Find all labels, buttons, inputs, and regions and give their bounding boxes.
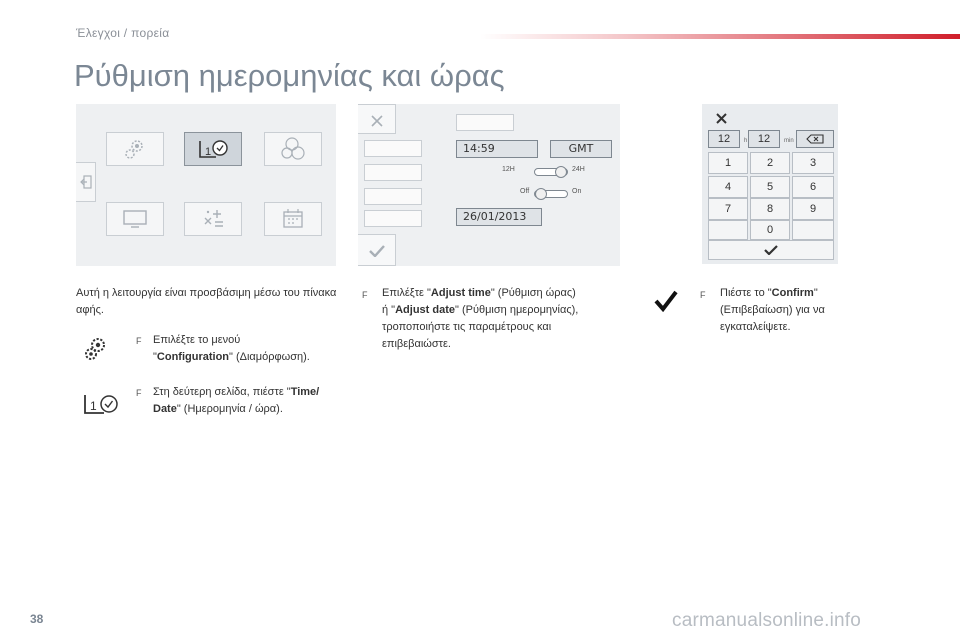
key-3: 3 xyxy=(792,152,834,174)
bullet-2: F xyxy=(136,388,142,398)
key-5: 5 xyxy=(750,176,790,198)
key-4: 4 xyxy=(708,176,748,198)
time-date-tile xyxy=(184,132,242,166)
menu-slot-3 xyxy=(364,164,422,181)
check-icon xyxy=(654,290,678,312)
on-label: On xyxy=(572,188,582,195)
gears-icon xyxy=(122,136,148,162)
backspace-key xyxy=(796,130,834,148)
confirm-instructions: Πιέστε το "Confirm" (Επιβεβαίωση) για να εγκαταλείψετε. xyxy=(720,287,825,333)
off-label: Off xyxy=(520,188,530,195)
units-icon xyxy=(199,206,227,232)
settings-tile xyxy=(106,132,164,166)
time-date-icon xyxy=(82,392,120,416)
close-icon xyxy=(715,112,728,125)
key-blank-right xyxy=(792,220,834,240)
exit-icon xyxy=(80,175,92,189)
check-icon xyxy=(369,245,385,257)
gears-icon xyxy=(82,335,108,363)
bullet-1: F xyxy=(136,336,142,346)
confirm-tab xyxy=(358,234,396,266)
key-8: 8 xyxy=(750,198,790,220)
calendar-tile xyxy=(264,202,322,236)
format-12h-label: 12H xyxy=(502,166,515,173)
sync-toggle xyxy=(534,190,568,198)
section-tag: Έλεγχοι / πορεία xyxy=(76,26,170,40)
back-tab xyxy=(76,162,96,202)
time-date-icon xyxy=(196,138,230,160)
step-1-text: Επιλέξτε το μενού "Configuration" (Διαμόρφωση). xyxy=(153,334,310,363)
header-rule xyxy=(480,34,960,39)
key-7: 7 xyxy=(708,198,748,220)
calendar-icon xyxy=(279,206,307,232)
key-2: 2 xyxy=(750,152,790,174)
time-field: 14:59 xyxy=(456,140,538,158)
gmt-button: GMT xyxy=(550,140,612,158)
hours-unit: h xyxy=(744,138,748,144)
time-format-toggle xyxy=(534,168,568,176)
keypad-confirm-key xyxy=(708,240,834,260)
hours-field: 12 xyxy=(708,130,740,148)
minutes-field: 12 xyxy=(748,130,780,148)
format-24h-label: 24H xyxy=(572,166,585,173)
key-9: 9 xyxy=(792,198,834,220)
key-blank-left xyxy=(708,220,748,240)
key-6: 6 xyxy=(792,176,834,198)
intro-text: Αυτή η λειτουργία είναι προσβάσιμη μέσω του πίνακα αφής. xyxy=(76,287,337,316)
check-icon xyxy=(764,245,778,255)
bullet-3: F xyxy=(362,290,368,300)
language-flags-icon xyxy=(278,136,308,162)
display-tile xyxy=(106,202,164,236)
close-icon xyxy=(370,114,384,128)
key-1: 1 xyxy=(708,152,748,174)
menu-slot-4 xyxy=(364,188,422,205)
language-tile xyxy=(264,132,322,166)
watermark: carmanualsonline.info xyxy=(672,610,862,631)
bullet-4: F xyxy=(700,290,706,300)
key-0: 0 xyxy=(750,220,790,240)
backspace-icon xyxy=(806,134,824,144)
screen-settings-icon xyxy=(121,208,149,230)
adjust-instructions: Επιλέξτε "Adjust time" (Ρύθμιση ώρας) ή "Adjust date" (Ρύθμιση ημερομηνίας), τροποποιήστε τις παραμέτρους και επιβεβαιώστε. xyxy=(382,287,579,350)
keypad-screenshot xyxy=(702,104,838,264)
close-tab xyxy=(358,104,396,134)
adjust-time-date-screenshot xyxy=(358,104,620,266)
step-2-text: Στη δεύτερη σελίδα, πιέστε "Time/ Date" (Ημερομηνία / ώρα). xyxy=(153,386,320,415)
page-title: Ρύθμιση ημερομηνίας και ώρας xyxy=(74,58,505,93)
svg-text:1: 1 xyxy=(205,146,212,158)
menu-slot-2 xyxy=(364,140,422,157)
menu-slot-5 xyxy=(364,210,422,227)
date-field: 26/01/2013 xyxy=(456,208,542,226)
units-tile xyxy=(184,202,242,236)
menu-slot-1 xyxy=(456,114,514,131)
minutes-unit: min xyxy=(784,138,794,144)
keypad-close xyxy=(708,108,734,128)
page-number: 38 xyxy=(30,612,44,626)
svg-text:1: 1 xyxy=(90,399,97,413)
config-menu-screenshot xyxy=(76,104,336,266)
